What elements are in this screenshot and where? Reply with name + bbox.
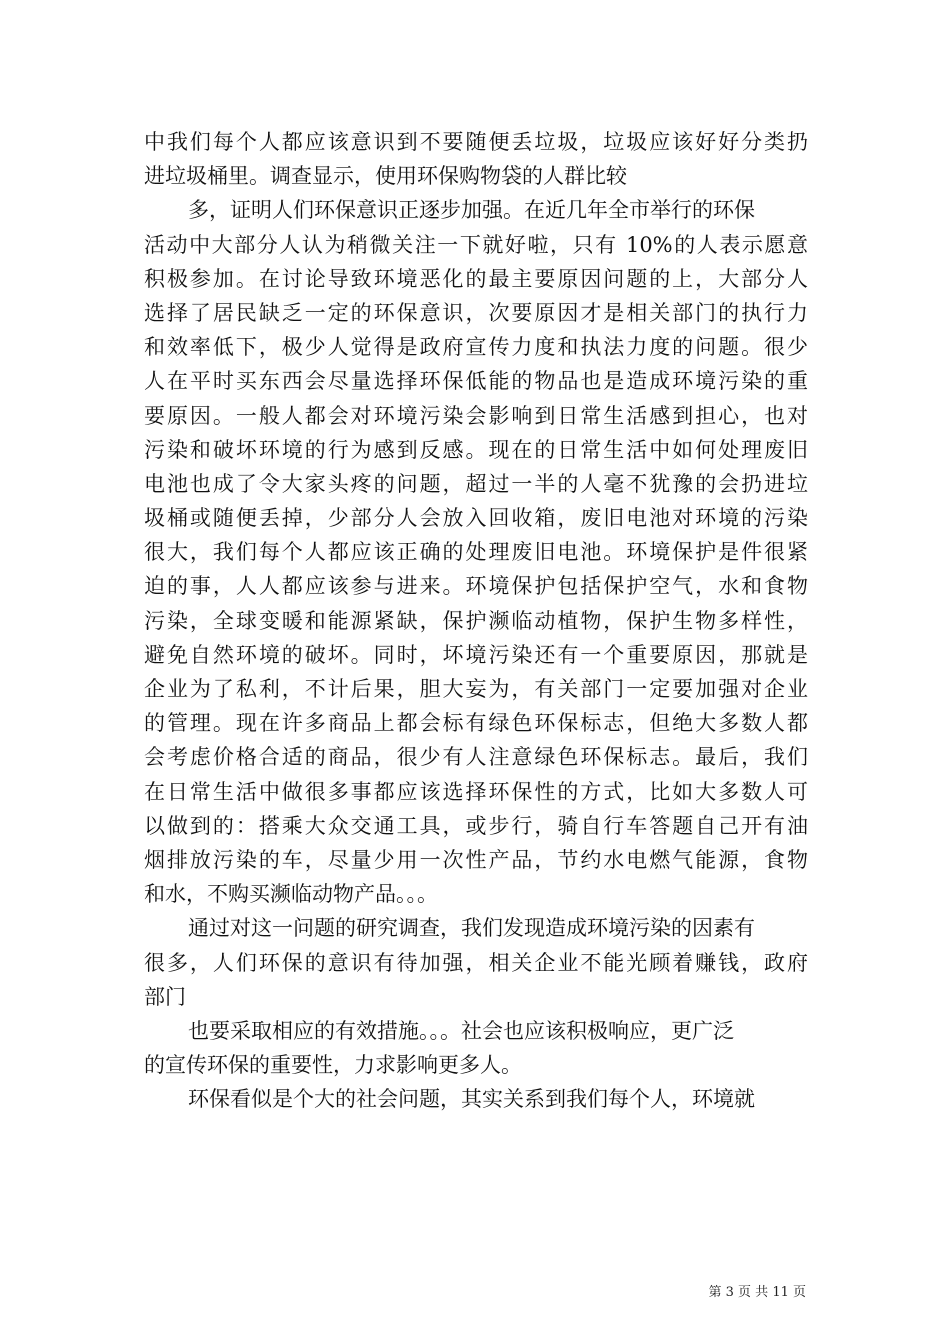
body-line: 圾桶或随便丢掉，少部分人会放入回收箱，废旧电池对环境的污染: [144, 506, 808, 531]
body-line: 以做到的：搭乘大众交通工具，或步行，骑自行车答题自己开有油: [144, 813, 808, 838]
body-line: 很多，人们环保的意识有待加强，相关企业不能光顾着赚钱，政府: [144, 950, 808, 975]
body-line: 在日常生活中做很多事都应该选择环保性的方式，比如大多数人可: [144, 779, 808, 804]
body-line: 和效率低下，极少人觉得是政府宣传力度和执法力度的问题。很少: [144, 335, 808, 360]
body-line: 部门: [144, 984, 186, 1009]
body-line: 多，证明人们环保意识正逐步加强。在近几年全市举行的环保: [188, 198, 755, 223]
body-line: 和水，不购买濒临动物产品。。。: [144, 882, 438, 907]
body-line: 迫的事，人人都应该参与进来。环境保护包括保护空气，水和食物: [144, 574, 808, 599]
document-body: [144, 125, 808, 1116]
body-line: 会考虑价格合适的商品，很少有人注意绿色环保标志。最后，我们: [144, 745, 808, 770]
body-line: 电池也成了令大家头疼的问题，超过一半的人毫不犹豫的会扔进垃: [144, 471, 808, 496]
body-line: 要原因。一般人都会对环境污染会影响到日常生活感到担心，也对: [144, 403, 808, 428]
body-line: 企业为了私利，不计后果，胆大妄为，有关部门一定要加强对企业: [144, 677, 808, 701]
body-line: 避免自然环境的破坏。同时，坏境污染还有一个重要原因，那就是: [144, 642, 808, 667]
page-number: 第 3 页 共 11 页: [708, 1285, 806, 1300]
body-line: 环保看似是个大的社会问题，其实关系到我们每个人，环境就: [188, 1087, 755, 1112]
body-line: 也要采取相应的有效措施。。。社会也应该积极响应，更广泛: [188, 1018, 734, 1043]
body-line: 选择了居民缺乏一定的环保意识，次要原因才是相关部门的执行力: [144, 300, 808, 325]
body-line: 中我们每个人都应该意识到不要随便丢垃圾，垃圾应该好好分类扔: [144, 130, 808, 154]
body-line: 积极参加。在讨论导致环境恶化的最主要原因问题的上，大部分人: [144, 266, 808, 291]
body-line: 烟排放污染的车，尽量少用一次性产品，节约水电燃气能源，食物: [144, 847, 808, 872]
body-line: 的宣传环保的重要性，力求影响更多人。: [144, 1053, 522, 1078]
body-line: 活动中大部分人认为稍微关注一下就好啦，只有 10%的人表示愿意: [144, 232, 808, 257]
body-line: 人在平时买东西会尽量选择环保低能的物品也是造成环境污染的重: [144, 369, 808, 394]
body-line: 污染，全球变暖和能源紧缺，保护濒临动植物，保护生物多样性，: [144, 608, 808, 633]
body-line: 的管理。现在许多商品上都会标有绿色环保标志，但绝大多数人都: [144, 711, 808, 736]
body-line: 污染和破坏环境的行为感到反感。现在的日常生活中如何处理废旧: [144, 437, 808, 462]
body-line: 进垃圾桶里。调查显示，使用环保购物袋的人群比较: [144, 164, 627, 189]
body-line: 通过对这一问题的研究调查，我们发现造成环境污染的因素有: [188, 916, 755, 941]
body-line: 很大，我们每个人都应该正确的处理废旧电池。环境保护是件很紧: [144, 540, 808, 565]
